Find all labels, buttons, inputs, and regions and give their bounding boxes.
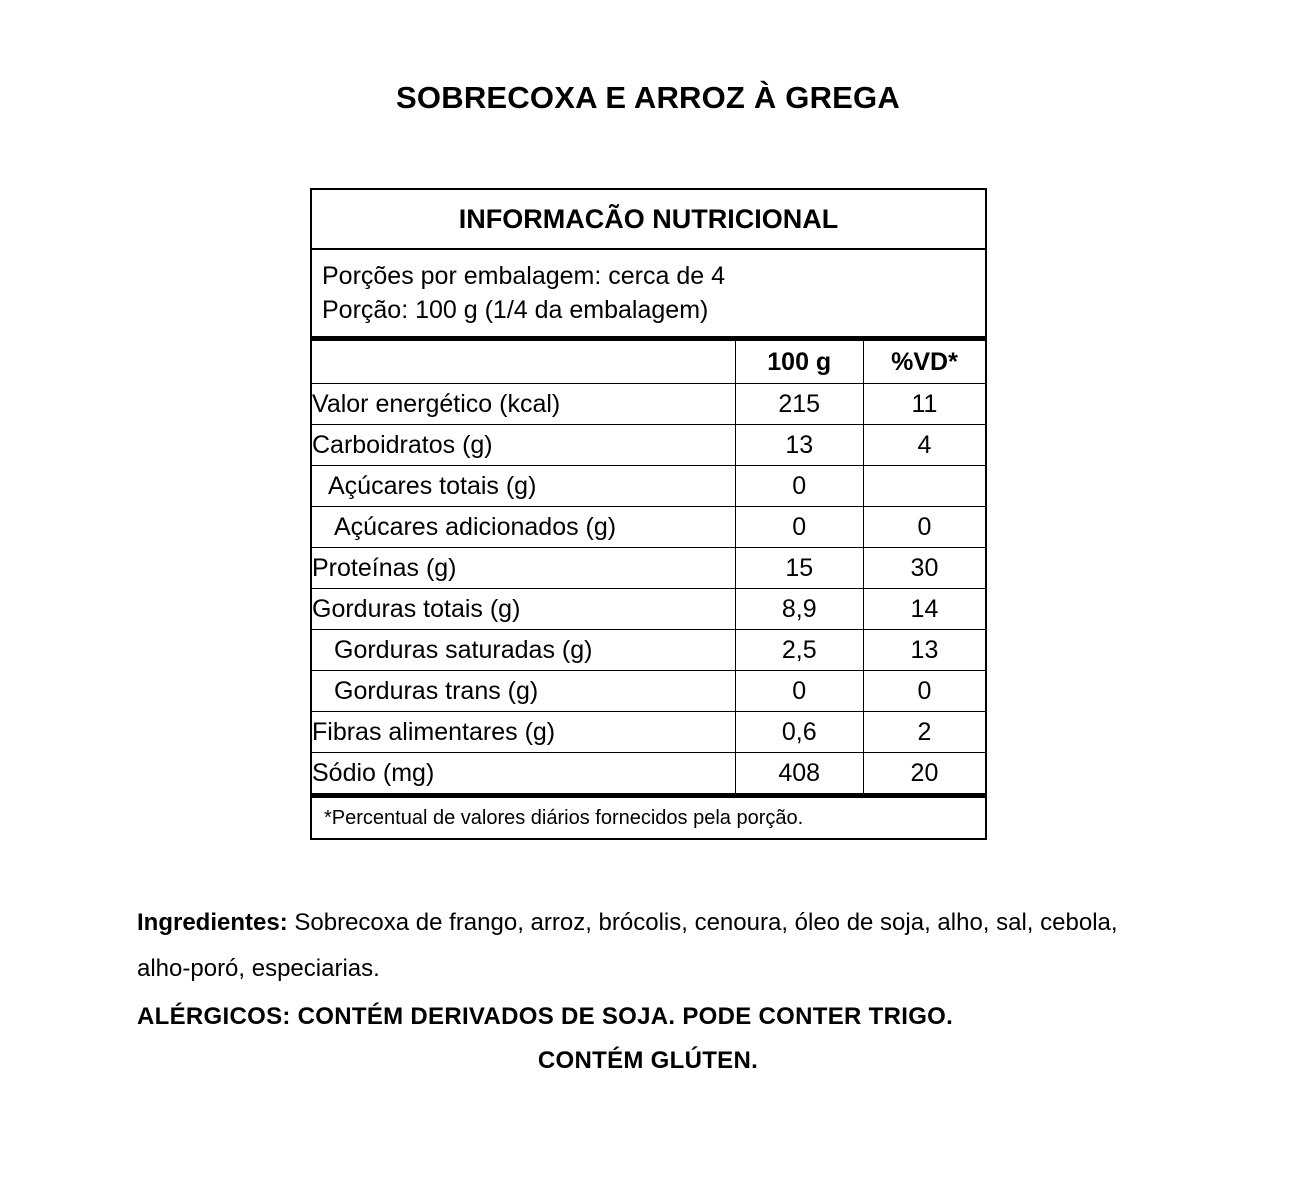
footnote-row [311, 796, 986, 840]
portion-info [311, 249, 986, 339]
product-title: SOBRECOXA E ARROZ À GREGA [396, 80, 900, 115]
nutrient-amount: 0,6 [735, 712, 863, 753]
allergens-section [137, 995, 1177, 1083]
nutrient-name: Sódio (mg) [311, 753, 735, 796]
nutrient-vd: 20 [863, 753, 986, 796]
nutrient-vd: 0 [863, 671, 986, 712]
ingredients-section [137, 900, 1177, 992]
nutrient-vd: 30 [863, 548, 986, 589]
nutrient-vd [863, 466, 986, 507]
nutrient-amount: 0 [735, 671, 863, 712]
table-row [311, 753, 986, 796]
nutrient-vd: 4 [863, 425, 986, 466]
portion-info-row [311, 249, 986, 339]
table-row [311, 466, 986, 507]
nutrient-vd: 2 [863, 712, 986, 753]
nutrient-amount: 8,9 [735, 589, 863, 630]
nutrient-name: Fibras alimentares (g) [311, 712, 735, 753]
nutrient-name: Proteínas (g) [311, 548, 735, 589]
nutrient-amount: 15 [735, 548, 863, 589]
nutrient-amount: 0 [735, 507, 863, 548]
table-heading-row [311, 189, 986, 249]
serving-size: Porção: 100 g (1/4 da embalagem) [322, 296, 709, 324]
nutrient-amount: 408 [735, 753, 863, 796]
nutrient-name: Gorduras totais (g) [311, 589, 735, 630]
column-header-nutrient [311, 339, 735, 384]
column-header-row [311, 339, 986, 384]
nutrient-amount: 2,5 [735, 630, 863, 671]
table-row [311, 630, 986, 671]
allergens-line-one: ALÉRGICOS: CONTÉM DERIVADOS DE SOJA. PODE CONTER TRIGO. [137, 1003, 954, 1030]
table-footnote: *Percentual de valores diários fornecidos pela porção. [311, 796, 986, 840]
servings-per-package: Porções por embalagem: cerca de 4 [322, 262, 725, 290]
table-row [311, 712, 986, 753]
nutrient-amount: 0 [735, 466, 863, 507]
table-row [311, 384, 986, 425]
nutrient-name: Açúcares adicionados (g) [311, 507, 735, 548]
table-row [311, 425, 986, 466]
nutrient-vd: 13 [863, 630, 986, 671]
nutrient-amount: 215 [735, 384, 863, 425]
table-heading: INFORMACÃO NUTRICIONAL [311, 189, 986, 249]
table-row [311, 548, 986, 589]
nutrient-name: Gorduras saturadas (g) [311, 630, 735, 671]
nutrient-name: Açúcares totais (g) [311, 466, 735, 507]
table-row [311, 671, 986, 712]
nutrient-amount: 13 [735, 425, 863, 466]
ingredients-label: Ingredientes: [137, 909, 288, 936]
column-header-vd: %VD* [863, 339, 986, 384]
nutrient-name: Gorduras trans (g) [311, 671, 735, 712]
nutrient-name: Valor energético (kcal) [311, 384, 735, 425]
nutrition-facts-table [310, 188, 987, 840]
nutrient-vd: 14 [863, 589, 986, 630]
nutrient-name: Carboidratos (g) [311, 425, 735, 466]
nutrient-vd: 11 [863, 384, 986, 425]
allergens-line-two: CONTÉM GLÚTEN. [537, 1047, 759, 1074]
ingredients-text: Sobrecoxa de frango, arroz, brócolis, cenoura, óleo de soja, alho, sal, cebola, alho-poró, especiarias. [137, 909, 1118, 982]
table-row [311, 507, 986, 548]
column-header-amount: 100 g [735, 339, 863, 384]
table-row [311, 589, 986, 630]
nutrient-vd: 0 [863, 507, 986, 548]
